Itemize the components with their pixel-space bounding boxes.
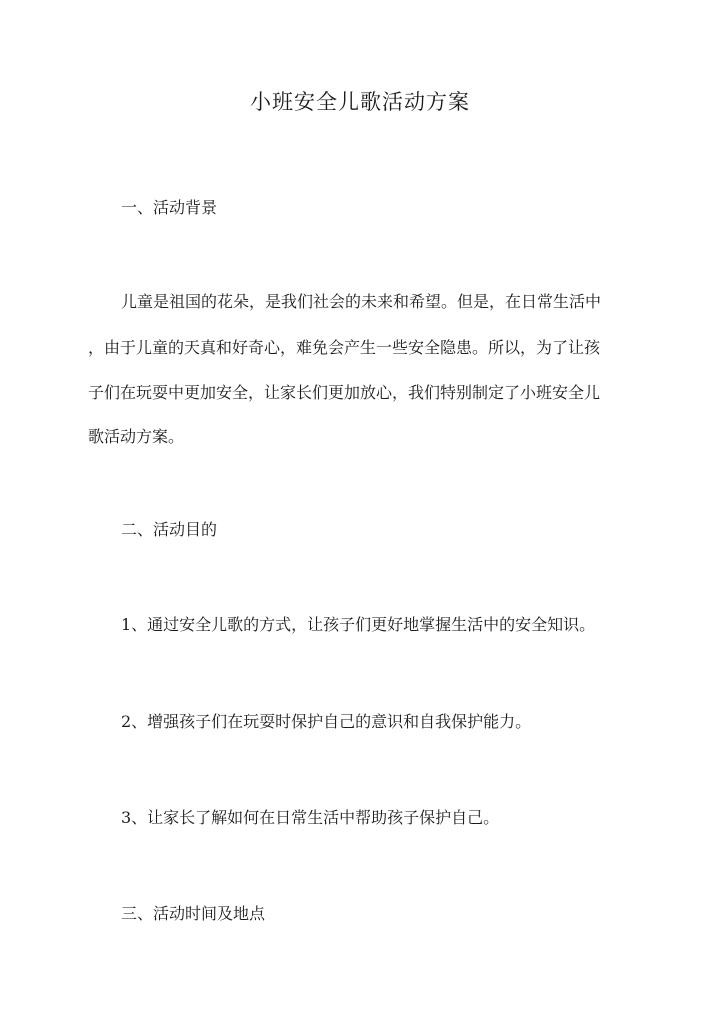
purpose-item: 1、通过安全儿歌的方式，让孩子们更好地掌握生活中的安全知识。 [121, 615, 596, 634]
document-title: 小班安全儿歌活动方案 [250, 90, 470, 114]
purpose-item: 2、增强孩子们在玩耍时保护自己的意识和自我保护能力。 [121, 712, 532, 731]
paragraph-line: 歌活动方案。 [88, 427, 185, 446]
paragraph-line: 子们在玩耍中更加安全，让家长们更加放心，我们特别制定了小班安全儿 [88, 383, 601, 402]
paragraph-line: 儿童是祖国的花朵，是我们社会的未来和希望。但是，在日常生活中 [121, 292, 602, 311]
section-heading-background: 一、活动背景 [121, 198, 218, 217]
section-heading-purpose: 二、活动目的 [121, 520, 218, 539]
paragraph-line: ，由于儿童的天真和好奇心，难免会产生一些安全隐患。所以，为了让孩 [88, 338, 601, 357]
purpose-item: 3、让家长了解如何在日常生活中帮助孩子保护自己。 [121, 808, 500, 827]
section-heading-time-location: 三、活动时间及地点 [121, 904, 266, 923]
